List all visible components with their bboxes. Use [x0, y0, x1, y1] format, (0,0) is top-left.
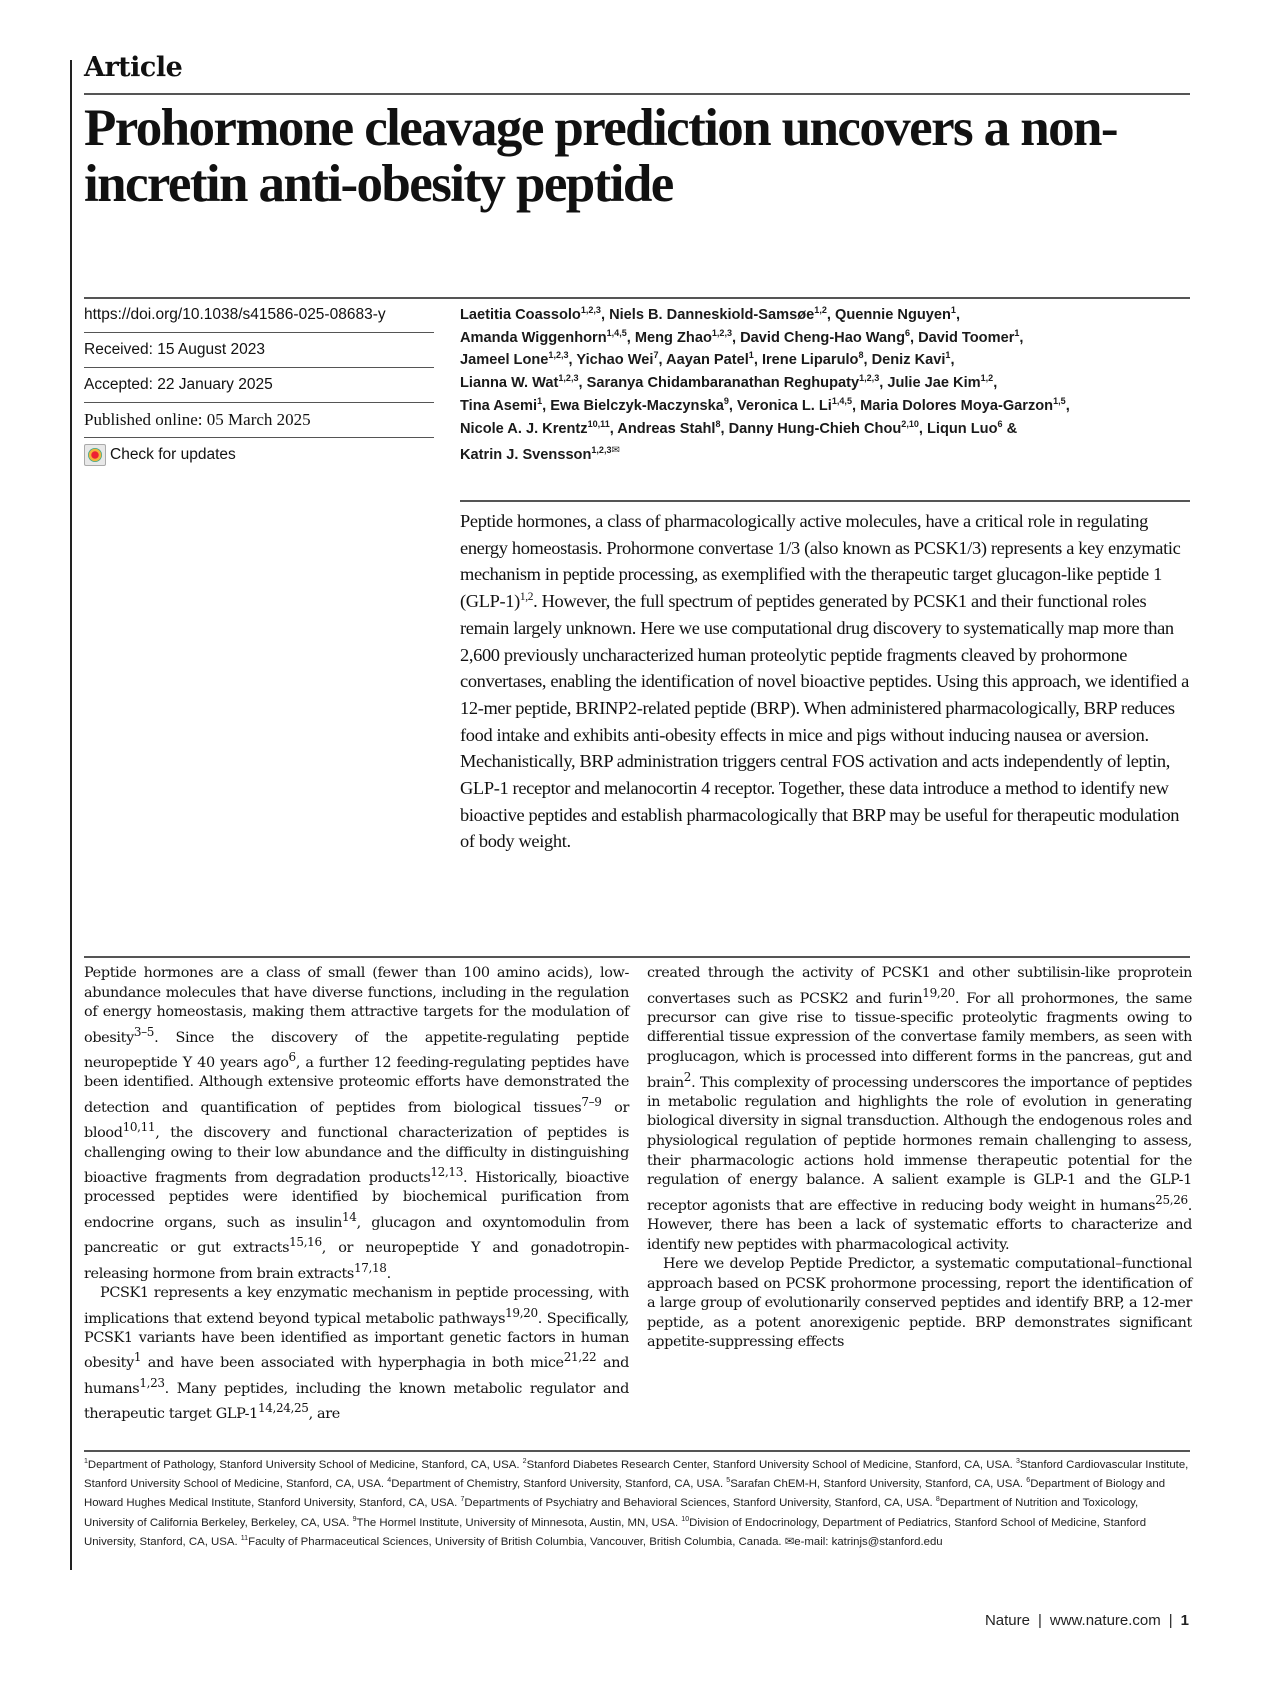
- citation-ref[interactable]: 15,16: [289, 1235, 322, 1250]
- author-name: , Veronica L. Li: [728, 397, 832, 414]
- citation-ref[interactable]: 4: [387, 1477, 392, 1485]
- author-name: , Aayan Patel: [658, 352, 749, 369]
- author-name: , Yichao Wei: [568, 352, 654, 369]
- author-name: Katrin J. Svensson: [460, 447, 592, 464]
- footer-separator: |: [1168, 1612, 1173, 1629]
- affiliation-sup: 2,10: [901, 418, 919, 429]
- affiliation-sup: 1: [945, 350, 951, 361]
- received-date: Received: 15 August 2023: [84, 333, 434, 368]
- author-name: , Maria Dolores Moya-Garzon: [851, 397, 1054, 414]
- citation-ref[interactable]: 7: [460, 1496, 465, 1504]
- citation-ref[interactable]: 7–9: [581, 1094, 602, 1109]
- author-name: , Quennie Nguyen: [826, 307, 951, 323]
- affiliation-sup: 1: [950, 305, 956, 316]
- affiliation-sup: 1,5: [1053, 395, 1066, 406]
- affiliation-sup: 9: [723, 395, 729, 406]
- affiliations-divider: [84, 1450, 1190, 1452]
- author-name: , David Cheng-Hao Wang: [732, 329, 905, 346]
- author-name: Lianna W. Wat: [460, 375, 559, 392]
- footer-separator: |: [1037, 1612, 1042, 1629]
- author-name: &: [1002, 420, 1018, 437]
- margin-rule: [70, 60, 72, 1570]
- author-line: [460, 440, 1190, 467]
- citation-ref[interactable]: 2: [683, 1069, 692, 1084]
- envelope-icon[interactable]: ✉: [611, 445, 620, 457]
- affiliation-sup: 10,11: [587, 418, 610, 429]
- page-footer: [985, 1612, 1189, 1629]
- body-column-left: [84, 964, 629, 1425]
- affiliation-sup: 1,2,3: [558, 373, 579, 384]
- affiliation-sup: 1,2: [980, 373, 994, 384]
- author-line: [460, 372, 1190, 395]
- body-column-right: [647, 964, 1192, 1353]
- citation-ref[interactable]: 10: [681, 1515, 690, 1523]
- article-metadata: [84, 298, 434, 472]
- check-for-updates-label: Check for updates: [110, 446, 236, 463]
- author-name: Laetitia Coassolo: [460, 307, 581, 323]
- author-line: [460, 327, 1190, 350]
- body-paragraph: created through the activity of PCSK1 and other subtilisin-like proprotein convertases such as PCSK2 and furin$^{19,20}$. For all prohormones, the same precursor can give rise to tissue-specific proteolytic fragments owing to differential tissue expression of the convertase family members, as seen with proglucagon, which is processed into different forms in the pancreas, gut and brain$^2$. This complexity of processing underscores the importance of peptides in metabolic regulation and highlights the role of evolution in generating biological diversity in signal transduction. Although the endogenous roles and physiological regulation of peptide hormones remain challenging to assess, their pharmacologic actions hold immense therapeutic potential for the regulation of energy balance. A salient example is GLP-1 and the GLP-1 receptor agonists that are effective in reducing body weight in humans$^{25,26}$. However, there has been a lack of systematic efforts to characterize and identify new peptides with pharmacological activity.: [647, 965, 1192, 1253]
- citation-ref[interactable]: 14: [342, 1210, 357, 1224]
- author-name: , Danny Hung-Chieh Chou: [720, 420, 902, 437]
- author-name: , Niels B. Danneskiold-Samsøe: [600, 307, 815, 323]
- author-line: [460, 418, 1190, 441]
- citation-ref[interactable]: 3–5: [133, 1024, 155, 1039]
- page-number: 1: [1180, 1612, 1189, 1629]
- author-name: Tina Asemi: [460, 397, 538, 414]
- affiliation-sup: 1,4,5: [831, 395, 852, 406]
- author-name: , Julie Jae Kim: [879, 375, 981, 392]
- body-divider: [84, 956, 1190, 958]
- body-paragraph: PCSK1 represents a key enzymatic mechanism in peptide processing, with implications that extend beyond typical metabolic pathways$^{19,20}$. Specifically, PCSK1 variants have been identified as important genetic factors in human obesity$^1$ and have been associated with hyperphagia in both mice$^{21,22}$ and humans$^{1,23}$. Many peptides, including the known metabolic regulator and therapeutic target GLP-1$^{14,24,25}$, are: [84, 1285, 629, 1422]
- header-divider: [84, 93, 1190, 95]
- abstract-divider: [460, 500, 1190, 502]
- citation-ref[interactable]: 6: [1026, 1477, 1031, 1485]
- affiliation-sup: 1,4,5: [606, 327, 627, 338]
- citation-ref[interactable]: 14,24,25: [257, 1401, 309, 1416]
- affiliation-sup: 1,2,3: [591, 445, 612, 456]
- published-date: Published online: 05 March 2025: [84, 403, 434, 438]
- affiliation-sup: 8: [715, 418, 721, 429]
- author-name: ,: [950, 352, 955, 369]
- citation-ref[interactable]: 1,23: [139, 1375, 165, 1390]
- affiliation-sup: 1,2,3: [548, 350, 569, 361]
- citation-ref[interactable]: 3: [1016, 1458, 1020, 1466]
- abstract: Peptide hormones, a class of pharmacologically active molecules, have a critical role in regulating energy homeostasis. Prohormone convertase 1/3 (also known as PCSK1/3) represents a key enzymatic mechanism in peptide processing, as exemplified with the therapeutic target glucagon-like peptide 1 $(GLP-1)^{1,2}$. However, the full spectrum of peptides generated by PCSK1 and their functional roles remain largely unknown. Here we use computational drug discovery to systematically map more than 2,600 previously uncharacterized human proteolytic peptide fragments cleaved by prohormone convertases, enabling the identification of novel bioactive peptides. Using this approach, we identified a 12-mer peptide, BRINP2-related peptide (BRP). When administered pharmacologically, BRP reduces food intake and exhibits anti-obesity effects in mice and pigs without inducing nausea or aversion. Mechanistically, BRP administration triggers central FOS activation and acts independently of leptin, GLP-1 receptor and melanocortin 4 receptor. Together, these data introduce a method to identify new bioactive peptides and establish pharmacologically that BRP may be useful for therapeutic modulation of body weight.: [460, 511, 1189, 852]
- journal-site-link[interactable]: www.nature.com: [1049, 1612, 1161, 1629]
- check-for-updates-button[interactable]: [84, 438, 434, 472]
- author-name: , Ewa Bielczyk-Maczynska: [542, 397, 724, 414]
- citation-ref[interactable]: 8: [935, 1496, 940, 1504]
- citation-ref[interactable]: 25,26: [1155, 1192, 1188, 1207]
- citation-ref[interactable]: 19,20: [505, 1305, 538, 1320]
- body-paragraph: Peptide hormones are a class of small (fewer than 100 amino acids), low-abundance molecules that have diverse functions, including in the regulation of energy homeostasis, making them attractive targets for the modulation of obesity$^{3-5}$. Since the discovery of the appetite-regulating peptide neuropeptide Y 40 years ago$^6$, a further 12 feeding-regulating peptides have been identified. Although extensive proteomic efforts have demonstrated the detection and quantification of peptides from biological tissues$^{7-9}$ or blood$^{10,11}$, the discovery and functional characterization of peptides is challenging owing to their low abundance and the difficulty in distinguishing bioactive fragments from degradation products$^{12,13}$. Historically, bioactive processed peptides were identified by biochemical purification from endocrine organs, such as insulin$^{14}$, glucagon and oxyntomodulin from pancreatic or gut extracts$^{15,16}$, or neuropeptide Y and gonadotropin-releasing hormone from brain extracts$^{17,18}$.: [84, 965, 630, 1282]
- crossmark-icon: [84, 444, 106, 466]
- doi-link[interactable]: https://doi.org/10.1038/s41586-025-08683-y: [84, 298, 434, 333]
- affiliation-sup: 1,2,3: [711, 327, 733, 338]
- citation-ref[interactable]: 17,18: [353, 1260, 387, 1275]
- affiliation-sup: 1,2: [814, 305, 827, 316]
- accepted-date: Accepted: 22 January 2025: [84, 368, 434, 403]
- affiliation-sup: 7: [653, 350, 659, 361]
- author-name: ,: [1065, 397, 1070, 414]
- author-list: [460, 304, 1190, 467]
- author-line: [460, 395, 1190, 418]
- author-name: Jameel Lone: [460, 352, 549, 369]
- affiliation-sup: 6: [904, 327, 911, 338]
- page-title: Prohormone cleavage prediction uncovers a non-incretin anti-obesity peptide: [84, 99, 1117, 213]
- affiliation-sup: 1: [537, 395, 543, 406]
- citation-ref[interactable]: 1: [133, 1350, 142, 1365]
- author-name: , Irene Liparulo: [753, 352, 859, 369]
- citation-ref[interactable]: 5: [726, 1477, 731, 1485]
- author-line: [460, 349, 1190, 372]
- citation-ref[interactable]: 1: [84, 1458, 88, 1466]
- author-line: [460, 304, 1190, 327]
- author-name: , Deniz Kavi: [863, 352, 946, 369]
- citation-ref[interactable]: 1,2: [519, 590, 534, 603]
- citation-ref[interactable]: 6: [288, 1049, 296, 1064]
- citation-ref[interactable]: 11: [240, 1535, 249, 1543]
- article-type-label: Article: [84, 52, 183, 83]
- citation-ref[interactable]: 21,22: [563, 1350, 597, 1365]
- citation-ref[interactable]: 2: [522, 1458, 527, 1466]
- affiliation-sup: 1: [1014, 327, 1020, 338]
- author-name: ,: [993, 375, 998, 392]
- affiliation-sup: 1: [748, 350, 754, 361]
- affiliation-sup: 1,2,3: [859, 373, 880, 384]
- citation-ref[interactable]: 12,13: [430, 1165, 463, 1180]
- affiliation-sup: 6: [997, 418, 1003, 429]
- author-name: ,: [1019, 329, 1024, 346]
- body-paragraph: Here we develop Peptide Predictor, a systematic computational–functional approach based on PCSK prohormone processing, report the identification of a large group of evolutionarily conserved peptides and identify BRP, a 12-mer peptide, as a potent anorexigenic peptide. BRP demonstrates significant appetite-suppressing effects: [647, 1256, 1192, 1351]
- citation-ref[interactable]: 10,11: [122, 1120, 156, 1135]
- affiliations: $^1$Department of Pathology, Stanford University School of Medicine, Stanford, CA, USA. $^2$Stanford Diabetes Research Center, Stanford University School of Medicine, Stanford, CA, USA. $^3$Stanford Cardiovascular Institute, Stanford University School of Medicine, Stanford, CA, USA. $^4$Department of Chemistry, Stanford University, Stanford, CA, USA. $^5$Sarafan ChEM-H, Stanford University, Stanford, CA, USA. $^6$Department of Biology and Howard Hughes Medical Institute, Stanford University, Stanford, CA, USA. $^7$Departments of Psychiatry and Behavioral Sciences, Stanford University, Stanford, CA, USA. $^8$Department of Nutrition and Toxicology, University of California Berkeley, Berkeley, CA, USA. $^9$The Hormel Institute, University of Minnesota, Austin, MN, USA. $^{10}$Division of Endocrinology, Department of Pediatrics, Stanford School of Medicine, Stanford University, Stanford, CA, USA. $^{11}$Faculty of Pharmaceutical Sciences, University of British Columbia, Vancouver, British Columbia, Canada. ✉e-mail: katrinjs@stanford.edu: [84, 1458, 1189, 1548]
- author-name: , Andreas Stahl: [609, 420, 716, 437]
- author-name: , Liqun Luo: [918, 420, 998, 437]
- citation-ref[interactable]: 9: [352, 1515, 357, 1523]
- author-name: , David Toomer: [910, 329, 1015, 346]
- affiliation-sup: 1,2,3: [580, 305, 601, 316]
- author-name: Amanda Wiggenhorn: [460, 329, 607, 346]
- author-name: , Saranya Chidambaranathan Reghupaty: [578, 375, 860, 392]
- affiliation-sup: 8: [858, 350, 864, 361]
- author-name: , Meng Zhao: [626, 329, 712, 346]
- author-name: Nicole A. J. Krentz: [460, 420, 588, 437]
- citation-ref[interactable]: 19,20: [922, 985, 955, 1000]
- journal-name: Nature: [984, 1612, 1030, 1629]
- author-name: ,: [955, 307, 961, 323]
